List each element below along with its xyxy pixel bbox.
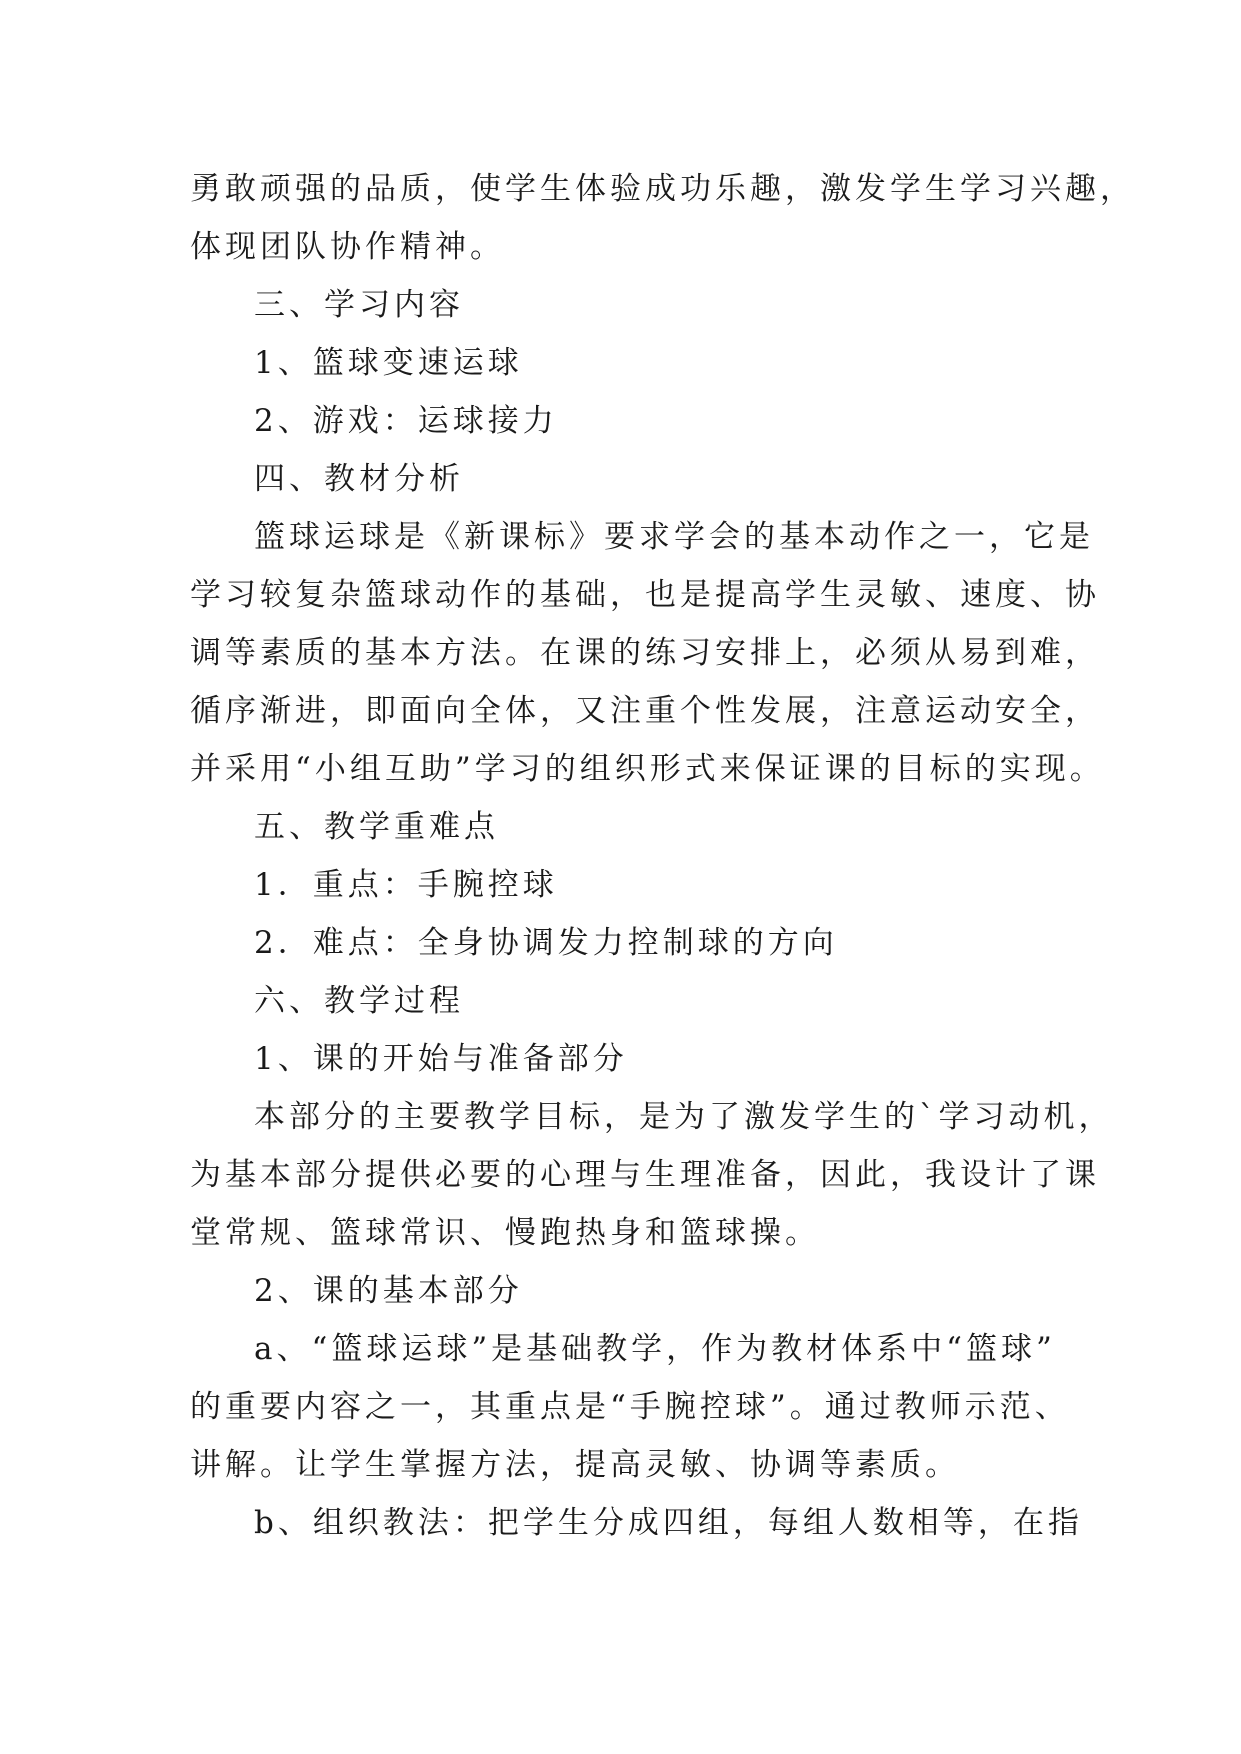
text-line: 篮球运球是《新课标》要求学会的基本动作之一，它是 — [254, 519, 1094, 555]
list-item: 2、游戏：运球接力 — [254, 403, 558, 439]
subsection-heading: 1、课的开始与准备部分 — [254, 1041, 628, 1077]
text-line: 循序渐进，即面向全体，又注重个性发展，注意运动安全， — [190, 693, 1100, 729]
text-line: 勇敢顽强的品质，使学生体验成功乐趣，激发学生学习兴趣， — [190, 171, 1135, 207]
text-line: a、“篮球运球”是基础教学，作为教材体系中“篮球” — [254, 1331, 1056, 1367]
text-line: 调等素质的基本方法。在课的练习安排上，必须从易到难， — [190, 635, 1100, 671]
section-heading: 三、学习内容 — [254, 287, 464, 323]
document-body — [190, 160, 1135, 1552]
list-item: 2．难点：全身协调发力控制球的方向 — [254, 925, 838, 961]
text-line: 本部分的主要教学目标，是为了激发学生的`学习动机， — [254, 1099, 1114, 1135]
list-item: 1．重点：手腕控球 — [254, 867, 558, 903]
text-line: 学习较复杂篮球动作的基础，也是提高学生灵敏、速度、协 — [190, 577, 1100, 613]
list-item: 1、篮球变速运球 — [254, 345, 523, 381]
text-line: 体现团队协作精神。 — [190, 229, 505, 265]
text-line: 并采用“小组互助”学习的组织形式来保证课的目标的实现。 — [190, 751, 1105, 787]
text-line: 堂常规、篮球常识、慢跑热身和篮球操。 — [190, 1215, 820, 1251]
section-heading: 六、教学过程 — [254, 983, 464, 1019]
text-line: 的重要内容之一，其重点是“手腕控球”。通过教师示范、 — [190, 1389, 1070, 1425]
text-line: b、组织教法：把学生分成四组，每组人数相等，在指 — [254, 1505, 1083, 1541]
section-heading: 四、教材分析 — [254, 461, 464, 497]
subsection-heading: 2、课的基本部分 — [254, 1273, 523, 1309]
section-heading: 五、教学重难点 — [254, 809, 499, 845]
text-line: 讲解。让学生掌握方法，提高灵敏、协调等素质。 — [190, 1447, 960, 1483]
text-line: 为基本部分提供必要的心理与生理准备，因此，我设计了课 — [190, 1157, 1100, 1193]
